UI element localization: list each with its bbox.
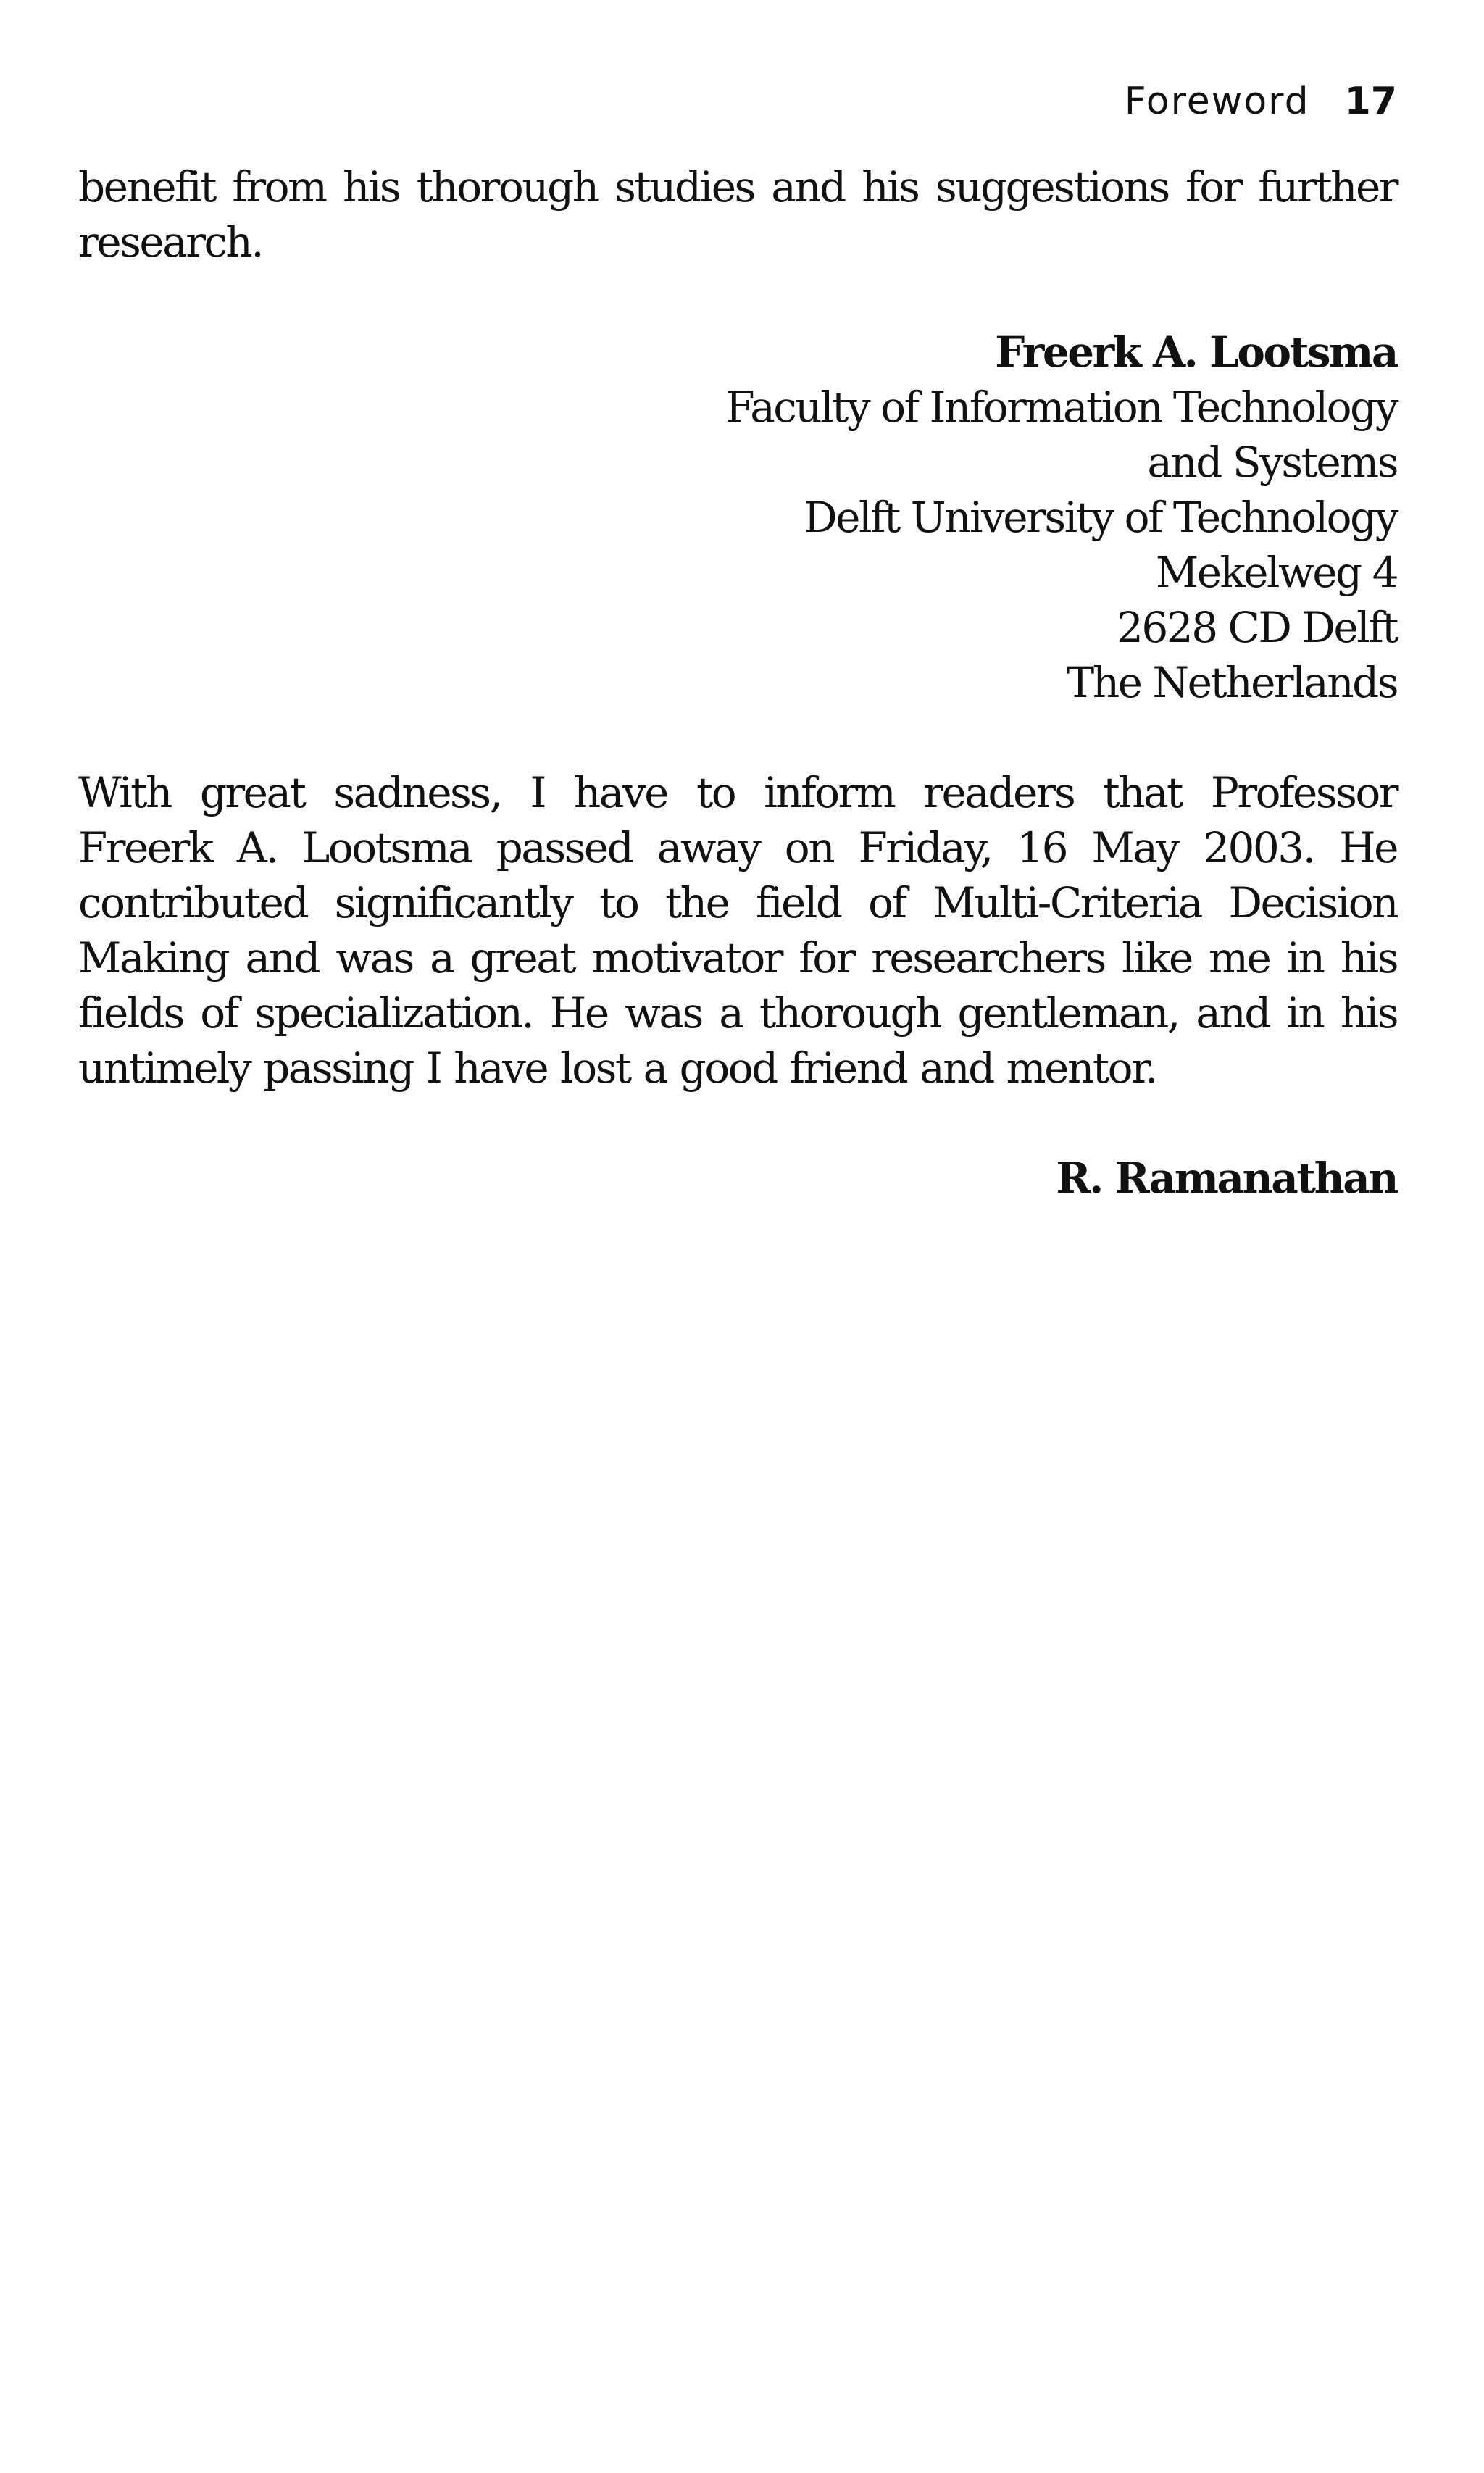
address-line: 2628 CD Delft [1116, 603, 1397, 652]
paragraph-memorial: With great sadness, I have to inform readers that Professor Freerk A. Lootsma passed away on Friday, 16 May 2003. He contributed significantly to the field of Multi-Criteria Decision Making and was a great motivator for researchers like me in his fields of specialization. He was a thorough gentleman, and in his untimely passing I have lost a good friend and mentor. [78, 768, 1397, 1093]
running-head [78, 72, 1397, 130]
address-line: The Netherlands [1066, 658, 1397, 707]
signature-block-lootsma [78, 325, 1397, 710]
signatory-name-ramanathan: R. Ramanathan [1056, 1154, 1397, 1203]
address-line: Delft University of Technology [804, 493, 1397, 542]
address-line: Mekelweg 4 [1155, 548, 1397, 597]
address-line: Faculty of Information Technology [725, 383, 1397, 432]
page-number: 17 [1344, 80, 1397, 123]
signatory-name: Freerk A. Lootsma [995, 328, 1397, 377]
address-line: and Systems [1147, 438, 1397, 487]
section-title: Foreword [1124, 80, 1310, 123]
book-page [78, 72, 1397, 1206]
paragraph-continuation: benefit from his thorough studies and his suggestions for further research. [78, 162, 1397, 267]
